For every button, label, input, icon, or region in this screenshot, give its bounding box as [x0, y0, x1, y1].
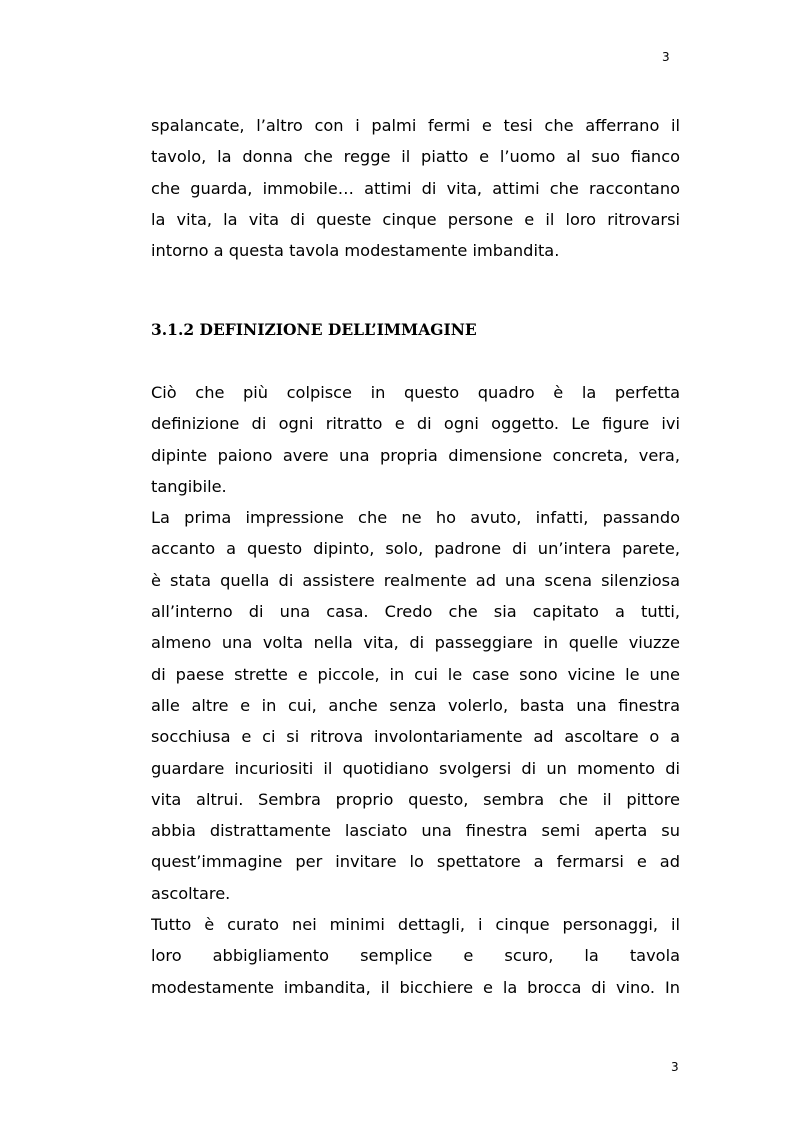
text-line: la vita, la vita di queste cinque persone e il loro ritrovarsi [151, 209, 680, 229]
text-line: è stata quella di assistere realmente ad una scena silenziosa [151, 570, 680, 590]
text-line: che guarda, immobile… attimi di vita, attimi che raccontano [151, 178, 680, 198]
text-line: all’interno di una casa. Credo che sia capitato a tutti, [151, 602, 680, 622]
text-line: tavolo, la donna che regge il piatto e l’uomo al suo fianco [151, 147, 680, 167]
text-line: spalancate, l’altro con i palmi fermi e tesi che afferrano il [151, 116, 680, 135]
text-line: almeno una volta nella vita, di passeggiare in quelle viuzze [151, 633, 680, 653]
text-line: intorno a questa tavola modestamente imbandita. [151, 241, 560, 261]
text-line: di paese strette e piccole, in cui le case sono vicine le une [151, 664, 680, 684]
text-line: dipinte paiono avere una propria dimensione concreta, vera, [151, 445, 680, 465]
page-number-bottom: 3 [671, 1060, 679, 1074]
text-line: modestamente imbandita, il bicchiere e la brocca di vino. In [151, 977, 680, 997]
text-line: alle altre e in cui, anche senza volerlo, basta una finestra [151, 695, 680, 715]
text-line: ascoltare. [151, 883, 231, 903]
text-line: Tutto è curato nei minimi dettagli, i cinque personaggi, il [151, 915, 680, 935]
text-line: quest’immagine per invitare lo spettatore a fermarsi e ad [151, 852, 680, 872]
section-heading: 3.1.2 DEFINIZIONE DELL’IMMAGINE [151, 320, 477, 339]
text-line: definizione di ogni ritratto e di ogni oggetto. Le figure ivi [151, 414, 680, 434]
text-line: loro abbigliamento semplice e scuro, la tavola [151, 946, 680, 966]
text-line: guardare incuriositi il quotidiano svolgersi di un momento di [151, 758, 680, 778]
text-line: La prima impressione che ne ho avuto, infatti, passando [151, 508, 680, 528]
page-number-top: 3 [662, 50, 670, 64]
text-line: tangibile. [151, 476, 227, 496]
text-line: vita altrui. Sembra proprio questo, sembra che il pittore [151, 789, 680, 809]
paragraph-continuation [151, 110, 680, 266]
paragraph-body [151, 377, 680, 1003]
text-line: abbia distrattamente lasciato una finestra semi aperta su [151, 821, 680, 841]
text-line: Ciò che più colpisce in questo quadro è la perfetta [151, 383, 680, 402]
text-line: socchiusa e ci si ritrova involontariamente ad ascoltare o a [151, 727, 680, 747]
text-line: accanto a questo dipinto, solo, padrone di un’intera parete, [151, 539, 680, 559]
